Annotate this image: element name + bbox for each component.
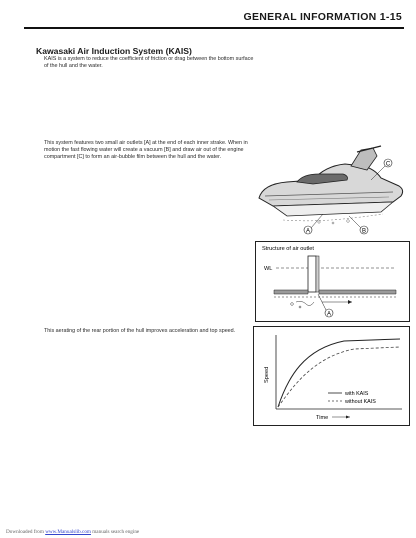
- footer-suffix: manuals search engine: [92, 529, 140, 535]
- wl-label: WL: [264, 266, 273, 272]
- jetski-illustration: [253, 136, 408, 236]
- paragraph-kais-intro: KAIS is a system to reduce the coefficient of friction or drag between the bottom surface of the hull and the water.: [44, 56, 254, 69]
- section-title: Kawasaki Air Induction System (KAIS): [36, 46, 192, 56]
- legend-label-with-kais: with KAIS: [345, 391, 369, 397]
- x-axis-label: Time: [316, 415, 329, 421]
- callout-b-label: B: [361, 228, 367, 235]
- series-without-kais: [278, 347, 400, 407]
- series-with-kais: [278, 339, 400, 407]
- air-outlet-figure: [255, 241, 410, 322]
- air-outlet-drawing: [256, 242, 409, 321]
- paragraph-air-outlets: This system features two small air outlets [A] at the end of each inner strake. When in motion the fast flowing water will create a vacuum [B] and draw air out of the engine compartment [C] to form an air-bubble film between the hull and the water.: [44, 140, 248, 160]
- air-outlet-title: Structure of air outlet: [262, 246, 314, 252]
- footer-prefix: Downloaded from: [6, 529, 44, 535]
- paragraph-aerating: This aerating of the rear portion of the hull improves acceleration and top speed.: [44, 328, 236, 334]
- speed-time-chart: [253, 326, 410, 426]
- outlet-callout-label: A: [326, 311, 332, 318]
- speed-time-drawing: [254, 327, 409, 425]
- download-footer: [6, 529, 139, 535]
- jetski-drawing: [253, 136, 408, 236]
- callout-c-label: C: [385, 161, 391, 168]
- page-header-title: GENERAL INFORMATION 1-15: [243, 11, 402, 23]
- legend-label-without-kais: without KAIS: [345, 399, 376, 405]
- y-axis-label: Speed: [264, 366, 270, 383]
- footer-link[interactable]: www.Manualslib.com: [45, 529, 91, 535]
- header-rule: [24, 27, 404, 29]
- callout-a-label: A: [305, 228, 311, 235]
